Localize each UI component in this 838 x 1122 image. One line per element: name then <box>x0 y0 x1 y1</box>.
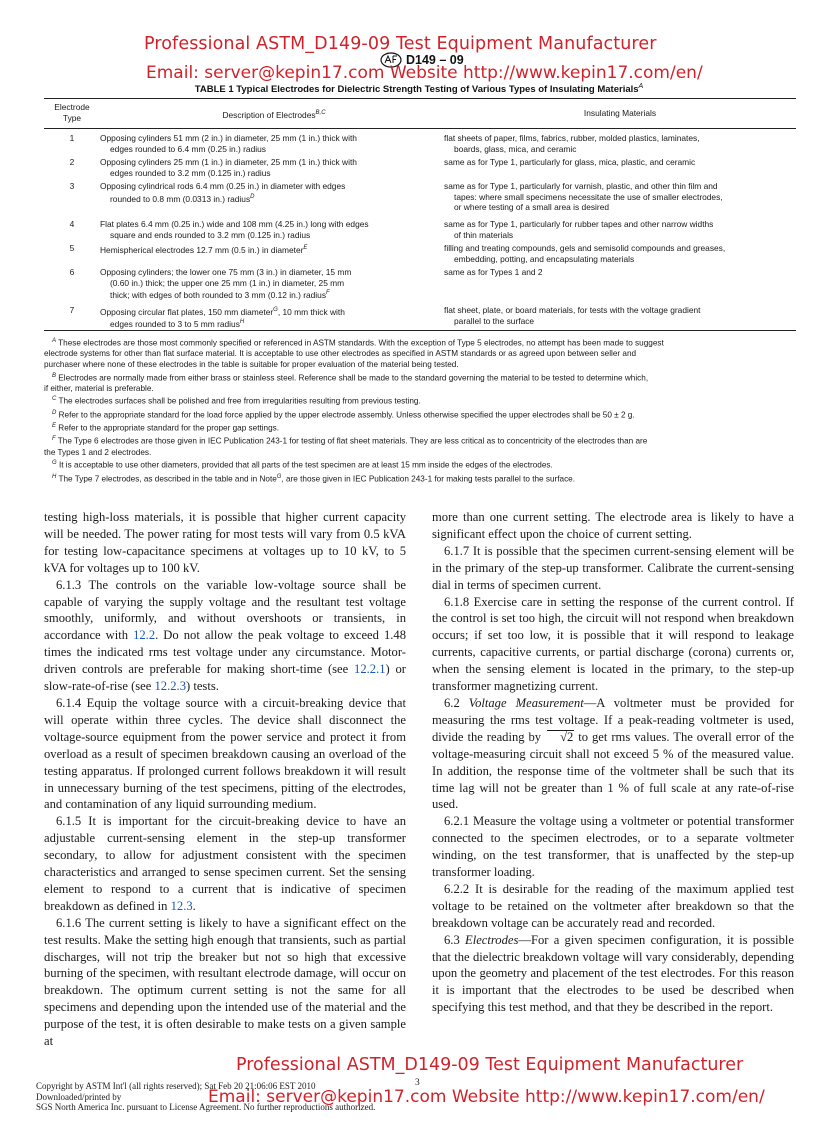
paragraph-6-3: 6.3 Electrodes—For a given specimen configuration, it is possible that the dielectric breakdown voltage will vary considerably, depending upon the geometry and placement of the test electrodes. For this reason it is important that the electrodes to be used be described when specifying this test method, and that they be described in the report. <box>432 932 795 1015</box>
link-12-3[interactable]: 12.3 <box>170 898 193 913</box>
footnote: $^H$ The Type 7 electrodes, as described in the table and in Note$^G$, are those given in IEC Publication 243-1 for making tests parallel to the surface. <box>52 473 576 484</box>
watermark-title-bottom: Professional ASTM_D149-09 Test Equipment Manufacturer <box>236 1055 744 1075</box>
table-title: TABLE 1 Typical Electrodes for Dielectric Strength Testing of Various Types of Insulating Materials$^A$ <box>194 83 644 96</box>
header-materials: Insulating Materials <box>583 108 657 118</box>
footnote: $^E$ Refer to the appropriate standard for the proper gap settings. <box>52 423 280 433</box>
watermark-contact-bottom: Email: server@kepin17.com Website http://www.kepin17.com/en/ <box>208 1087 765 1107</box>
page-number: 3 <box>415 1078 420 1088</box>
link-12-2-3[interactable]: 12.2.3 <box>154 679 186 694</box>
table-footnotes <box>44 336 796 485</box>
paragraph-6-1-5: 6.1.5 It is important for the circuit-breaking device to have an adjustable current-sensing element in the step-up transformer secondary, to allow for adjustment consistent with the specimen characteristics and arranged to sense specimen current. Set the sensing element to respond to a current that is indicative of specimen breakdown as defined in 12.3. <box>44 814 406 913</box>
footnote: $^C$ The electrodes surfaces shall be polished and free from irregularities resulting from previous testing. <box>52 396 421 407</box>
header-electrode-type: Electrode Type <box>54 102 90 123</box>
paragraph-6-1-8: 6.1.8 Exercise care in setting the response of the current control. If the control is set too high, the circuit will not respond when breakdown occurs; if set too low, it is possible that it will respond to leakage currents, capacitive currents, or partial discharge (corona) currents or, when the sensing element is located in the primary, to the step-up transformer magnetizing current. <box>432 594 794 694</box>
table-bottom-rule <box>44 330 796 331</box>
table-top-rule <box>44 98 796 99</box>
table-header-rule <box>44 128 796 129</box>
paragraph: testing high-loss materials, it is possible that higher current capacity will be needed. The power rating for most tests will vary from 0.5 kVA for testing low-capacitance specimens at voltages up to 10 kV, to 5 kVA for voltages up to 100 kV. <box>44 510 406 575</box>
table-header <box>44 102 796 126</box>
paragraph-6-2-1: 6.2.1 Measure the voltage using a voltmeter or potential transformer connected to the specimen electrodes, or to a separate voltmeter winding, on the test transformer, that is unaffected by the step-up transformer loading. <box>432 814 794 880</box>
watermark-title-top: Professional ASTM_D149-09 Test Equipment Manufacturer <box>144 34 657 54</box>
header-description: Description of Electrodes$^{B,C}$ <box>222 109 326 120</box>
sqrt-two: √2 <box>547 730 574 744</box>
footnote: $^D$ Refer to the appropriate standard for the load force applied by the upper electrode assembly. Unless otherwise specified the upper electrodes shall be 50 ± 2 g. <box>52 409 635 420</box>
footnote: $^B$ Electrodes are normally made from either brass or stainless steel. Reference shall be made to the standard governing the material to be tested to determine which, if either, material is preferable. <box>44 372 649 393</box>
paragraph: more than one current setting. The electrode area is likely to have a significant effect upon the choice of current setting. <box>432 510 794 541</box>
footnote: $^F$ The Type 6 electrodes are those given in IEC Publication 243-1 for testing of flat sheet materials. They are less critical as to concentricity of the electrodes than are the Types 1 and 2 electrodes. <box>44 436 648 457</box>
paragraph-6-2: 6.2 Voltage Measurement—A voltmeter must be provided for measuring the rms test voltage. If a peak-reading voltmeter is used, divide the reading by √2 to get rms values. The overall error of the voltage-measuring circuit shall not exceed 5 % of the measured value. In addition, the response time of the voltmeter shall be such that its time lag will not be greater than 1 % of full scale at any rate-of-rise used. <box>432 695 795 812</box>
body-column-left <box>44 509 406 1050</box>
link-12-2-1[interactable]: 12.2.1 <box>354 662 386 677</box>
body-column-right <box>432 509 794 1016</box>
paragraph-6-1-3: 6.1.3 The controls on the variable low-voltage source shall be capable of varying the supply voltage and the resultant test voltage smoothly, uniformly, and without overshoots or transients, in accordance with 12.2. Do not allow the peak voltage to exceed 1.48 times the indicated rms test voltage under any circumstance. Motor-driven controls are preferable for making short-time (see 12.2.1) or slow-rate-of-rise (see 12.2.3) tests. <box>44 577 407 694</box>
link-12-2[interactable]: 12.2 <box>133 628 156 643</box>
copyright-footer: Copyright by ASTM Int'l (all rights reserved); Sat Feb 20 21:06:06 EST 2010 Downloaded/printed by SGS North America Inc. pursuant to License Agreement. No further reproductions authorized. <box>36 1081 376 1112</box>
paragraph-6-1-6: 6.1.6 The current setting is likely to have a significant effect on the test results. Make the setting high enough that transients, such as partial discharges, will not trip the breaker but not so high that excessive burning of the specimen, with resultant electrode damage, will occur on breakdown. The optimum current setting is not the same for all specimens and depending upon the intended use of the material and the purpose of the test, it is often desirable to make tests on a given sample at <box>44 915 406 1049</box>
paragraph-6-1-7: 6.1.7 It is possible that the specimen current-sensing element will be in the primary of the step-up transformer. Calibrate the current-sensing dial in terms of specimen current. <box>432 543 794 592</box>
paragraph-6-2-2: 6.2.2 It is desirable for the reading of the maximum applied test voltage to be retained on the voltmeter after breakdown so that the breakdown voltage can be accurately read and recorded. <box>432 881 794 930</box>
paragraph-6-1-4: 6.1.4 Equip the voltage source with a circuit-breaking device that will operate within three cycles. The device shall disconnect the voltage-source equipment from the power service and protect it from overload as a result of specimen breakdown causing an overload of the testing apparatus. If prolonged current follows breakdown it will result in unnecessary burning of the test specimens, pitting of the electrodes, and contamination of any liquid surrounding medium. <box>44 695 406 812</box>
footnote: $^A$ These electrodes are those most commonly specified or referenced in ASTM standards. With the exception of Type 5 electrodes, no attempt has been made to suggest electrode systems for other than flat surface material. It is acceptable to use other electrodes as specified in ASTM standards or as agreed upon between seller and purchaser where none of these electrodes in the table is suitable for proper evaluation of the material being tested. <box>44 338 664 369</box>
watermark-contact-top: Email: server@kepin17.com Website http://www.kepin17.com/en/ <box>146 63 703 83</box>
footnote: $^G$ It is acceptable to use other diameters, provided that all parts of the test specimen are at least 15 mm inside the edges of the electrodes. <box>52 460 553 471</box>
designation-text: D149 – 09 <box>406 53 464 67</box>
